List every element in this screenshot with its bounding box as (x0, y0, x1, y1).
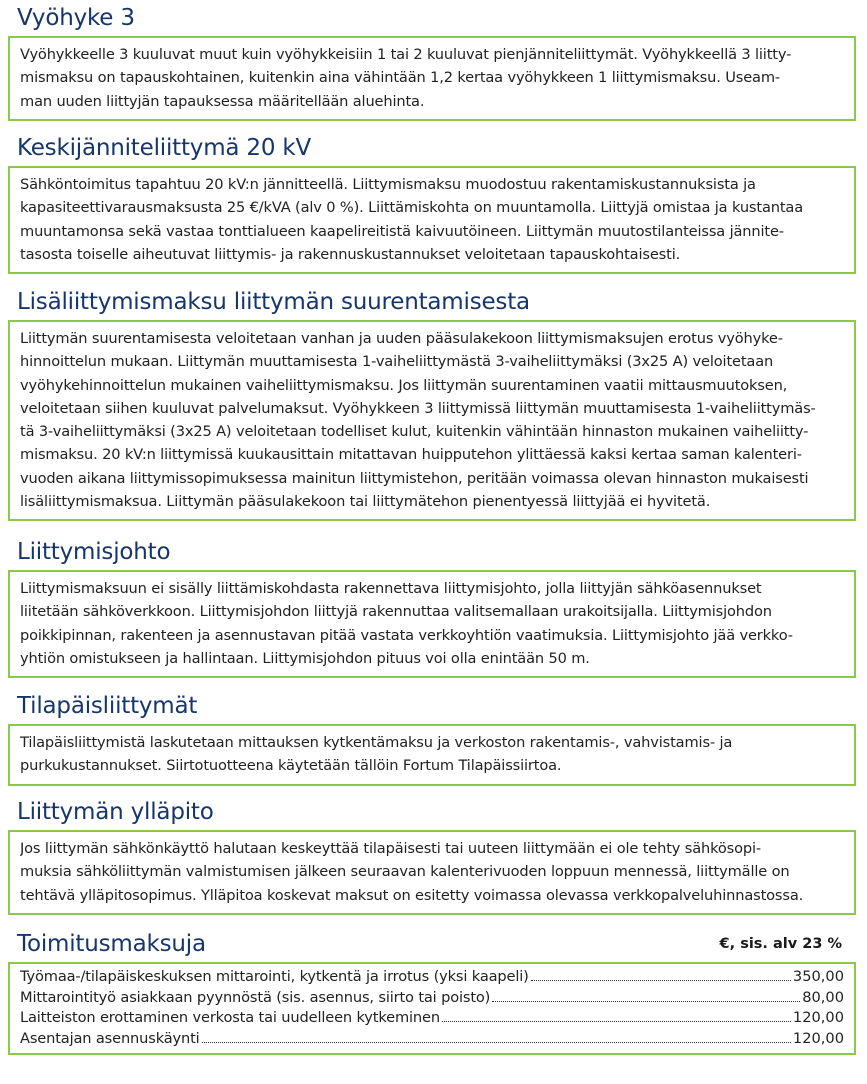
fee-description: Asentajan asennuskäynti (20, 1029, 200, 1047)
fee-amount: 350,00 (792, 968, 844, 985)
section-title: Liittymän ylläpito (17, 799, 214, 825)
section-title: Toimitusmaksuja (17, 931, 206, 957)
fee-row (20, 1008, 844, 1029)
text-line: vuoden aikana liittymissopimuksessa mainitun liittymistehon, peritään voimassa olevan hinnaston mukaisesti (20, 469, 809, 487)
text-line: tehtävä ylläpitosopimus. Ylläpitoa koskevat maksut on esitetty voimassa olevassa verkkopalveluhinnastossa. (20, 886, 804, 904)
section-title: Vyöhyke 3 (17, 5, 135, 31)
text-line: liitetään sähköverkkoon. Liittymisjohdon liittyjä rakennuttaa valitsemallaan urakoitsijalla. Liittymisjohdon (20, 603, 772, 621)
section-temporary-connections (8, 692, 856, 786)
section-title: Keskijänniteliittymä 20 kV (17, 135, 312, 161)
dot-leader (202, 1041, 791, 1043)
text-line: muuntamonsa sekä vastaa tonttialueen kaapelireitistä kaivuutöineen. Liittymän muutostilanteissa jännite- (20, 222, 784, 240)
section-text-box (8, 570, 856, 678)
section-text-box (8, 724, 856, 786)
text-line: Jos liittymän sähkönkäyttö halutaan keskeyttää tilapäisesti tai uuteen liittymään ei ole tehty sähkösopi- (20, 840, 762, 857)
section-text-box (8, 166, 856, 274)
section-service-line (8, 538, 856, 678)
text-line: mismaksu on tapauskohtainen, kuitenkin aina vähintään 1,2 kertaa vyöhykkeen 1 liittymismaksu. Useam- (20, 69, 781, 87)
text-line: poikkipinnan, rakenteen ja asennustavan pitää vastata verkkoyhtiön vaatimuksia. Liittymisjohto jää verkko- (20, 626, 793, 644)
text-line: man uuden liittyjän tapauksessa määritellään aluehinta. (20, 92, 425, 110)
section-title: Liittymisjohto (17, 539, 171, 565)
text-line: yhtiön omistukseen ja hallintaan. Liittymisjohdon pituus voi olla enintään 50 m. (20, 649, 590, 667)
section-zone-3 (8, 4, 856, 121)
vat-note: €, sis. alv 23 % (719, 936, 842, 952)
fee-description: Laitteiston erottaminen verkosta tai uudelleen kytkeminen (20, 1009, 440, 1027)
section-text-box (8, 36, 856, 121)
dot-leader (442, 1020, 791, 1022)
text-line: kapasiteettivarausmaksusta 25 €/kVA (alv 0 %). Liittämiskohta on muuntamolla. Liittyjä omistaa ja kustantaa (20, 199, 803, 217)
text-line: Liittymismaksuun ei sisälly liittämiskohdasta rakennettava liittymisjohto, jolla liittyjän sähköasennukset (20, 580, 762, 597)
section-text-box (8, 830, 856, 915)
fee-description: Mittarointityö asiakkaan pyynnöstä (sis. asennus, siirto tai poisto) (20, 988, 491, 1006)
fee-row (20, 967, 844, 988)
fee-description: Työmaa-/tilapäiskeskuksen mittarointi, kytkentä ja irrotus (yksi kaapeli) (20, 968, 529, 985)
text-line: tä 3-vaiheliittymäksi (3x25 A) veloitetaan todelliset kulut, kuitenkin vähintään hinnaston mukainen vaiheliitty- (20, 423, 809, 441)
fee-amount: 80,00 (802, 988, 844, 1006)
section-delivery-fees (8, 930, 856, 1055)
fees-table (8, 962, 856, 1055)
text-line: tasosta toiselle aiheutuvat liittymis- ja rakennuskustannukset veloitetaan tapauskohtaisesti. (20, 245, 681, 263)
text-line: Tilapäisliittymistä laskutetaan mittauksen kytkentämaksu ja verkoston rakentamis-, vahvistamis- ja (20, 734, 733, 751)
section-connection-maintenance (8, 798, 856, 915)
section-title: Lisäliittymismaksu liittymän suurentamisesta (17, 289, 530, 315)
section-title: Tilapäisliittymät (17, 693, 198, 719)
section-text-box (8, 320, 856, 521)
text-line: Vyöhykkeelle 3 kuuluvat muut kuin vyöhykkeisiin 1 tai 2 kuuluvat pienjänniteliittymät. Vyöhykkeellä 3 liitty- (20, 46, 792, 63)
text-line: veloitetaan siihen kuuluvat palvelumaksut. Vyöhykkeen 3 liittymissä liittymän muuttamisesta 1-vaiheliittymäs- (20, 399, 816, 417)
section-additional-fee (8, 288, 856, 521)
dot-leader (531, 979, 791, 981)
dot-leader (492, 1000, 800, 1002)
text-line: lisäliittymismaksua. Liittymän pääsulakekoon tai liittymätehon pienentyessä liittyjää ei hyvitetä. (20, 493, 711, 511)
text-line: muksia sähköliittymän valmistumisen jälkeen seuraavan kalenterivuoden loppuun mennessä, liittymälle on (20, 863, 790, 881)
section-medium-voltage (8, 134, 856, 274)
fees-header (8, 930, 856, 958)
fee-amount: 120,00 (792, 1009, 844, 1027)
fee-amount: 120,00 (792, 1029, 844, 1047)
fee-row (20, 1029, 844, 1050)
text-line: Sähköntoimitus tapahtuu 20 kV:n jännitteellä. Liittymismaksu muodostuu rakentamiskustannuksista ja (20, 176, 756, 193)
text-line: vyöhykehinnoittelun mukainen vaiheliittymismaksu. Jos liittymän suurentaminen vaatii mittausmuutoksen, (20, 376, 788, 394)
fee-row (20, 988, 844, 1009)
text-line: hinnoittelun mukaan. Liittymän muuttamisesta 1-vaiheliittymästä 3-vaiheliittymäksi (3x25 A) veloitetaan (20, 353, 774, 371)
text-line: purkukustannukset. Siirtotuotteena käytetään tällöin Fortum Tilapäissiirtoa. (20, 757, 562, 775)
text-line: Liittymän suurentamisesta veloitetaan vanhan ja uuden pääsulakekoon liittymismaksujen erotus vyöhyke- (20, 330, 783, 347)
text-line: mismaksu. 20 kV:n liittymissä kuukausittain mitattavan huipputehon ylittäessä kaksi kertaa saman kalenteri- (20, 446, 802, 464)
